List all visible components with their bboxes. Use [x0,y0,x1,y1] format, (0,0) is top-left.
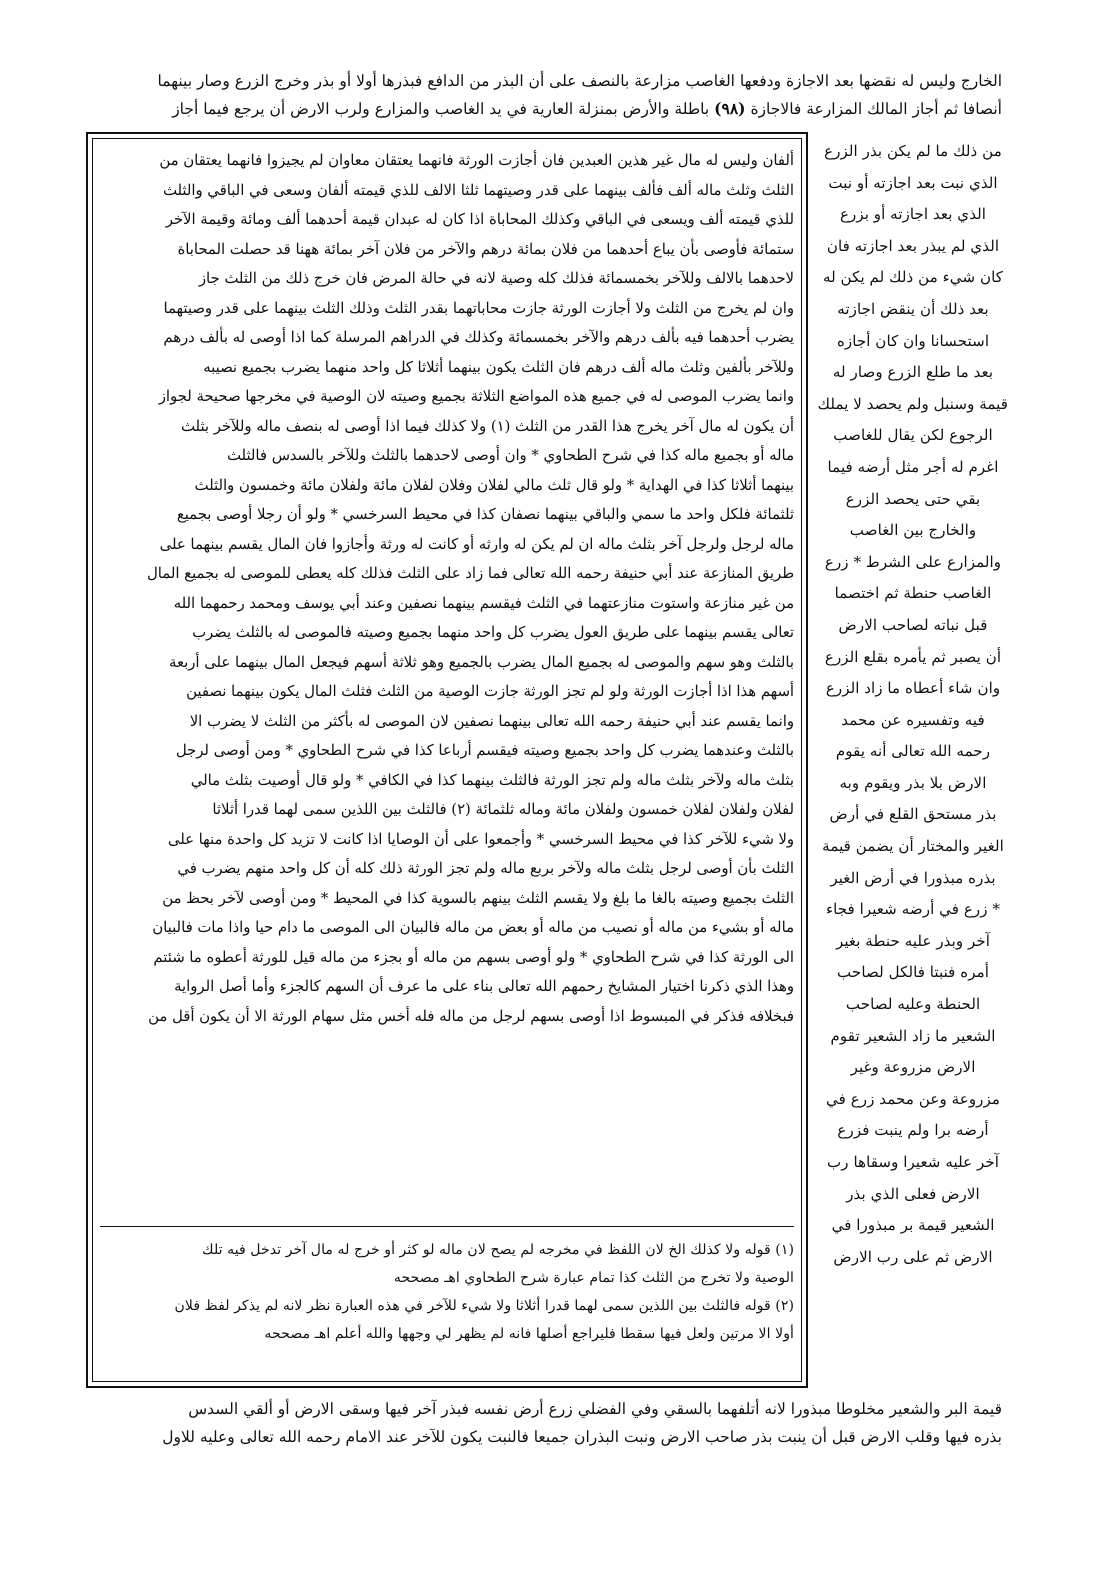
margin-line: كان شيء من ذلك لم يكن له [822,268,1004,287]
margin-line: آخر وبذر عليه حنطة بغير [835,931,991,950]
margin-line: قيمة وسنبل ولم يحصد لا يملك [818,394,1008,413]
footnote-line: (١) قوله ولا كذلك الخ لان اللفظ في مخرجه لم يصح لان ماله لو كثر أو خرج له مال آخر تدخل فيه تلك [202,1242,794,1258]
main-text-line: وللآخر بألفين وثلث ماله ألف درهم فان الثلث يكون بينهما أثلاثا كل واحد منهما يضرب بجميع نصيبه [203,358,794,376]
footer-line-2: بذره فيها وقلب الارض قبل أن ينبت بذر صاحب الارض ونبت البذران جميعا فالنبت يكون للآخر عند الامام رحمه الله تعالى وعليه للاول [162,1428,1002,1446]
margin-line: الرجوع لكن يقال للغاصب [833,426,993,445]
margin-line: بذر مستحق القلع في أرض [829,805,997,824]
main-text-line: لفلان ولفلان لفلان خمسون ولفلان مائة وماله ثلثمائة (٢) فالثلث بين اللذين سمى لهما قدرا أثلاثا [212,801,794,818]
main-text-line: بالثلث وعندهما يضرب كل واحد بجميع وصيته فيقسم أرباعا كذا في شرح الطحاوي * ومن أوصى لرجل [175,742,794,759]
main-text-line: بالثلث وهو سهم والموصى له بجميع المال يضرب بالجميع وهو ثلاثة أسهم فيجعل المال بينهما على أربعة [169,653,794,671]
margin-line: الارض ثم على رب الارض [833,1247,993,1266]
margin-line: والخارج بين الغاصب [849,521,977,540]
footnote-divider [100,1226,794,1227]
footnote-line: (٢) قوله فالثلث بين اللذين سمى لهما قدرا أثلاثا ولا شيء للآخر في هذه العبارة نظر لانه لم يذكر لفظ فلان [174,1298,794,1314]
main-text-line: ولا شيء للآخر كذا في محيط السرخسي * وأجمعوا على أن الوصايا اذا كانت لا تزيد كل واحدة منها على [167,830,794,848]
margin-commentary-column [818,136,1008,1273]
margin-line: بقي حتى يحصد الزرع [845,489,981,508]
main-text-line: وان لم يخرج من الثلث ولا أجازت الورثة جازت محاباتهما بقدر الثلث وذلك الثلث بينهما على قدر وصيتهما [163,299,794,317]
main-text-line: طريق المنازعة عند أبي حنيفة رحمه الله تعالى فما زاد على الثلث فذلك كله يعطى للموصى له بجميع المال [147,565,794,582]
main-text-line: فبخلافه فذكر في المبسوط اذا أوصى بسهم لرجل من ماله فله أخس مثل سهام الورثة الا أن يكون أقل من [148,1007,794,1025]
margin-line: أرضه برا ولم ينبت فزرع [837,1121,989,1140]
footnotes-block [100,1236,794,1348]
margin-line: اغرم له أجر مثل أرضه فيما [827,457,999,476]
margin-line: الغاصب حنطة ثم اختصما [834,584,992,603]
header-line-2 [96,98,1002,120]
margin-line: آخر عليه شعيرا وسقاها رب [827,1153,999,1171]
main-text-line: الى الورثة كذا في شرح الطحاوي * ولو أوصى بسهم من ماله أو بجزء من ماله قيل للورثة أعطوه ما شئتم [153,948,794,966]
margin-line: الارض بلا بذر ويقوم وبه [839,773,987,792]
margin-line: الارض فعلى الذي بذر [846,1184,980,1203]
main-text-line: ماله أو بجميع ماله كذا في شرح الطحاوي * وان أوصى لاحدهما بالثلث وللآخر بالسدس فالثلث [227,447,794,464]
margin-line: الغير والمختار أن يضمن قيمة [822,837,1004,856]
main-text-line: من غير منازعة واستوت منازعتهما في الثلث فيقسم بينهما نصفين وعند أبي يوسف ومحمد رحمهما الله [173,594,794,612]
main-text-line: بثلث ماله ولآخر بثلث ماله ولم تجز الورثة فالثلث بينهما كذا في الكافي * ولو قال أوصيت بثلث مالي [190,771,794,789]
main-text-line: ماله لرجل ولرجل آخر بثلث ماله ان لم يكن له وارثه أو كانت له ورثة وأجازوا فان المال يقسم بينهما على [159,535,794,553]
margin-line: من ذلك ما لم يكن بذر الزرع [824,142,1002,160]
margin-line: بذره مبذورا في أرض الغير [830,868,996,887]
margin-line: الشعير قيمة بر مبذورا في [831,1216,995,1235]
margin-line: قبل نباته لصاحب الارض [838,615,988,634]
margin-line: فيه وتفسيره عن محمد [841,710,985,729]
main-text-line: الثلث بجميع وصيته بالغا ما بلغ ولا يقسم الثلث بينهم بالسوية كذا في المحيط * ومن أوصى لآخر بحظ من [162,889,794,907]
header-line-1: الخارج وليس له نقضها بعد الاجازة ودفعها الغاصب مزارعة بالنصف على أن البذر من الدافع فبذرها أولا أو بذر وخرج الزرع وصار بينهما [157,72,1002,90]
margin-line: أن يصبر ثم يأمره بقلع الزرع [824,647,1002,666]
main-text-block [100,146,794,1031]
main-text-line: وانما يقسم عند أبي حنيفة رحمه الله تعالى بينهما نصفين لان الموصى له بأكثر من الثلث لا يضرب الا [189,712,794,730]
main-text-line: ألفان وليس له مال غير هذين العبدين فان أجازت الورثة فانهما يعتقان معاوان لم يجيزوا فانهما يعتقان من [159,152,794,169]
main-text-line: تعالى يقسم بينهما على طريق العول يضرب كل واحد منهما بجميع وصيته فالموصى له بالثلث يضرب [192,624,794,641]
margin-line: الارض مزروعة وغير [850,1058,976,1077]
footnote-line: الوصية ولا تخرج من الثلث كذا تمام عبارة شرح الطحاوي اهـ مصححه [393,1270,794,1286]
main-text-line: ماله أو بشيء من ماله أو نصيب من ماله أو بعض من ماله فالبيان الى الموصى ما دام حيا واذا مات فالبيان [152,919,794,936]
main-text-line: وانما يضرب الموصى له في جميع هذه المواضع الثلاثة بجميع وصيته لان الوصية في مخرجها صحيحة لجواز [158,388,794,405]
main-text-line: بينهما أثلاثا كذا في الهداية * ولو قال ثلث مالي لفلان وفلان لفلان مائة ولفلان مائة وخمسون والثلث [194,476,794,494]
margin-line: الذي بعد اجازته أو بزرع [839,205,987,224]
footer-line-1: قيمة البر والشعير مخلوطا مبذورا لانه أتلفهما بالسقي وفي الفضلي زرع أرض نفسه فبذر آخر فيها وسقى الارض أو ألقي السدس [188,1400,1002,1418]
margin-line: أمره فنبتا فالكل لصاحب [837,963,989,982]
margin-line: الذي لم يبذر بعد اجازته فان [826,236,1000,255]
page-number: (٩٨) [714,99,746,118]
main-text-line: ثلثمائة فلكل واحد ما سمي والباقي بينهما نصفان كذا في محيط السرخسي * ولو أن رجلا أوصى بجميع [176,506,794,523]
main-text-line: وهذا الذي ذكرنا اختيار المشايخ رحمهم الله تعالى بناء على ما عرف أن السهم كالجزء وأما أصل الرواية [174,978,794,995]
margin-line: * زرع في أرضه شعيرا فجاء [825,900,1001,919]
header-line-2-left: باطلة والأرض بمنزلة العارية في يد الغاصب والمزارع ولرب الارض أن يرجع فيما أجاز [172,100,710,118]
margin-line: بعد ما طلع الزرع وصار له [832,363,994,382]
margin-line: وان شاء أعطاه ما زاد الزرع [825,679,1001,698]
main-text-line: أن يكون له مال آخر يخرج هذا القدر من الثلث (١) ولا كذلك فيما اذا أوصى له بنصف ماله وللآخر بثلث [181,417,794,435]
header-line-2-right: أنصافا ثم أجاز المالك المزارعة فالاجازة [750,100,1002,118]
footnote-line: أولا الا مرتين ولعل فيها سقطا فليراجع أصلها فانه لم يظهر لي وجهها والله أعلم اهـ مصححه [264,1326,794,1342]
main-text-line: لاحدهما بالالف وللآخر بخمسمائة فذلك كله وصية لانه في حالة المرض فان خرج ذلك من الثلث جاز [198,270,794,287]
margin-line: استحسانا وان كان أجازه [836,331,990,350]
main-text-line: الثلث وثلث ماله ألف فألف بينهما على قدر وصيتهما ثلثا الالف للذي قيمته ألفان وسعى في الباقي والثلث [162,181,794,199]
margin-line: الحنطة وعليه لصاحب [845,995,981,1014]
margin-line: بعد ذلك أن ينقض اجازته [837,299,989,318]
main-text-line: للذي قيمته ألف ويسعى في الباقي وكذلك المحاباة اذا كان له عبدان قيمة أحدهما ألف ومائة وقيمة الآخر [165,211,794,228]
margin-line: والمزارع على الشرط * زرع [824,552,1002,571]
margin-line: الذي نبت بعد اجازته أو نبت [828,173,998,192]
main-text-line: أسهم هذا اذا أجازت الورثة ولو لم تجز الورثة جازت الوصية من الثلث فثلث المال يكون بينهما نصفين [186,683,794,700]
main-text-line: يضرب أحدهما فيه بألف درهم والآخر بخمسمائة وكذلك في الدراهم المرسلة كما اذا أوصى له بألف درهم [163,329,794,346]
main-text-line: ستمائة فأوصى بأن يباع أحدهما من فلان بمائة درهم والآخر من فلان آخر بمائة ههنا قد حصلت المحاباة [177,240,794,258]
margin-line: الشعير ما زاد الشعير تقوم [830,1026,996,1045]
main-text-line: الثلث بأن أوصى لرجل بثلث ماله ولآخر بربع ماله ولم تجز الورثة ذلك كله أن كل واحد منهم يضرب في [177,860,794,877]
margin-line: مزروعة وعن محمد زرع في [826,1089,1000,1108]
margin-line: رحمه الله تعالى أنه يقوم [835,742,991,761]
